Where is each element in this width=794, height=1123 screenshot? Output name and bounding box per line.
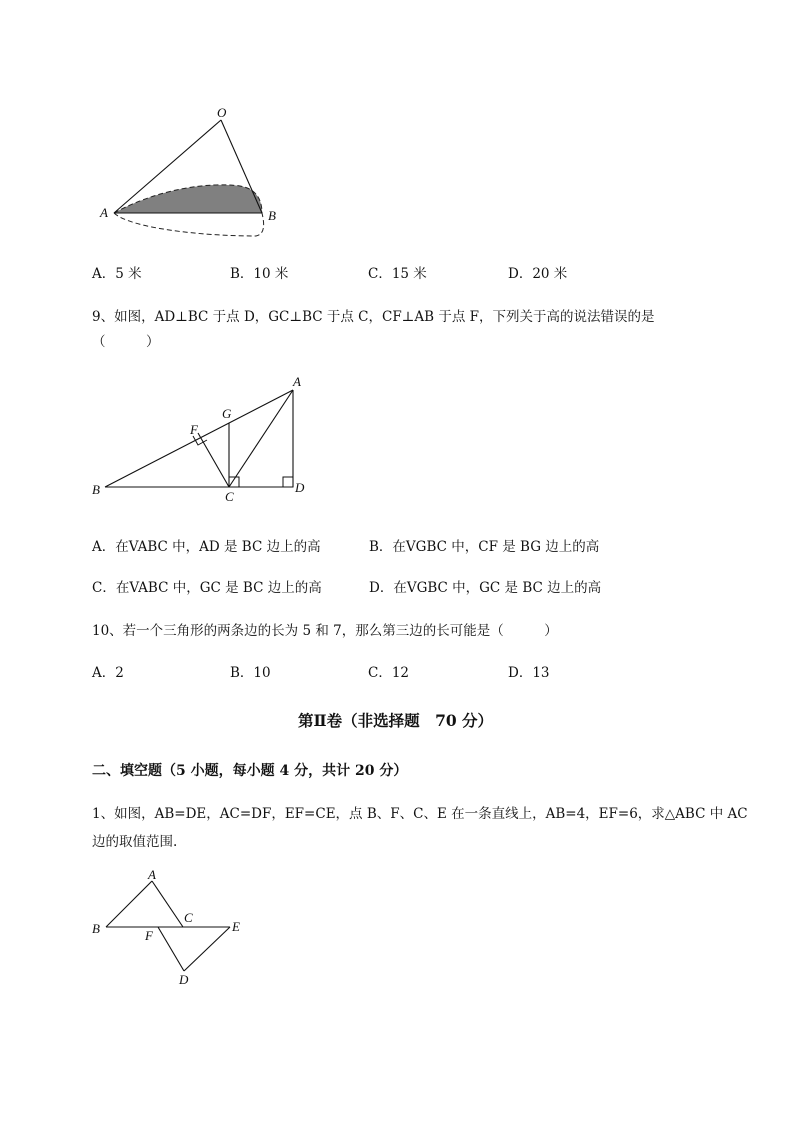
segment-cf <box>198 433 229 487</box>
q9-option-a[interactable]: A．在VABC 中，AD 是 BC 边上的高 <box>92 539 321 555</box>
right-angle-d <box>283 477 293 487</box>
label-o: O <box>217 105 227 120</box>
q10-option-c[interactable]: C．12 <box>368 665 410 681</box>
q8-option-c[interactable]: C．15 米 <box>368 266 427 282</box>
label-f: F <box>145 928 153 943</box>
label-b: B <box>268 208 276 223</box>
q10-option-b[interactable]: B．10 <box>230 665 271 681</box>
label-c: C <box>225 489 234 504</box>
segment-fd <box>158 927 184 971</box>
q9-option-c[interactable]: C．在VABC 中，GC 是 BC 边上的高 <box>92 580 322 596</box>
q10-stem: 10、若一个三角形的两条边的长为 5 和 7，那么第三边的长可能是（ ） <box>92 623 558 639</box>
label-d: D <box>179 972 189 987</box>
label-f: F <box>190 422 198 437</box>
segment-ab <box>106 881 152 927</box>
label-b: B <box>92 921 100 936</box>
q10-option-d[interactable]: D．13 <box>508 665 550 681</box>
q8-option-b[interactable]: B．10 米 <box>230 266 289 282</box>
shaded-region <box>114 185 262 213</box>
label-a: A <box>100 205 108 220</box>
segment-ac <box>229 390 293 487</box>
label-e: E <box>232 919 240 934</box>
figure-fill1 <box>88 865 258 995</box>
segment-ab <box>105 390 293 487</box>
figure-q8 <box>90 100 300 250</box>
figure-q9 <box>88 370 318 510</box>
fill1-stem: 1、如图，AB=DE，AC=DF，EF=CE，点 B、F、C、E 在一条直线上，AB=4，EF=6，求△ABC 中 AC <box>92 806 748 822</box>
section2-title: 二、填空题（5 小题，每小题 4 分，共计 20 分） <box>92 763 408 779</box>
q9-stem: 9、如图，AD⊥BC 于点 D，GC⊥BC 于点 C，CF⊥AB 于点 F，下列关于高的说法错误的是 <box>92 309 655 325</box>
fill1-stem-cont: 边的取值范围. <box>92 834 178 850</box>
label-d: D <box>295 480 305 495</box>
part2-title: 第Ⅱ卷（非选择题 70 分） <box>298 711 494 730</box>
label-a: A <box>148 867 156 882</box>
q9-option-d[interactable]: D．在VGBC 中，GC 是 BC 边上的高 <box>369 580 602 596</box>
q10-option-a[interactable]: A．2 <box>92 665 124 681</box>
segment-ac <box>152 881 183 927</box>
label-b: B <box>92 482 100 497</box>
q8-option-d[interactable]: D．20 米 <box>508 266 568 282</box>
label-a: A <box>293 374 301 389</box>
q9-answer-blank: （ ） <box>92 334 160 350</box>
label-g: G <box>222 406 232 421</box>
dashed-lower-arc <box>114 213 264 236</box>
segment-de <box>184 927 230 971</box>
q8-option-a[interactable]: A．5 米 <box>92 266 142 282</box>
q9-option-b[interactable]: B．在VGBC 中，CF 是 BG 边上的高 <box>369 539 600 555</box>
label-c: C <box>184 910 193 925</box>
